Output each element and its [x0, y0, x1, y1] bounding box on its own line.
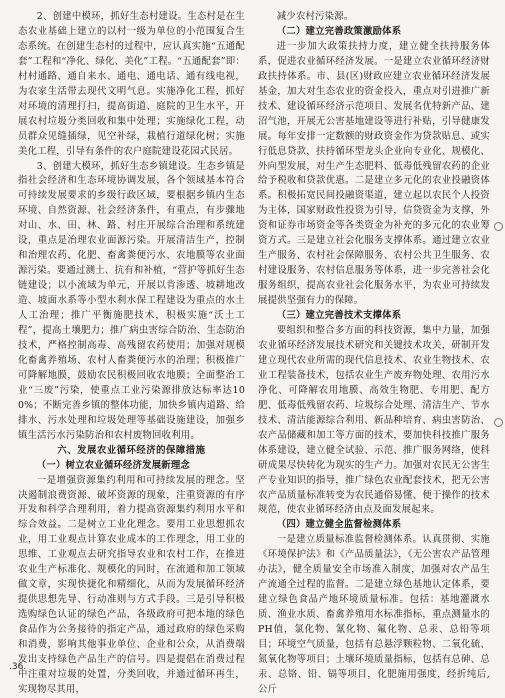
subsection-heading: （三）建立完善技术支撑体系: [276, 310, 402, 322]
section-heading: 六、发展农业循环经济的保障措施: [57, 444, 206, 456]
subsection-heading: （一）树立农业循环经济发展新理念: [36, 459, 190, 471]
paragraph: 进一步加大政策扶持力度，建立健全扶持服务体系，促进农业循环经济发展。一是建立农业循环经济财政扶持体系。市、县(区)财政应建立农业循环经济发展基金，加大对生态农业的资金投入，重点对引进推广新技术、建设循环经济示范项目、发展名优特新产品、建沼气池，开展无公害基地建设等进行补贴，引导健康发展。每年安排一定数额的财政资金作为贷款贴息、或实行低息贷款，扶持循环型龙头企业向专业化、规模化、外向型发展，对生产生态肥料、低毒低残留农药的企业给予税收和贷款优惠。二是建立多元化的农业投融资体系。积极拓宽民间投融资渠道，建立起以农民个人投资为主体，国家财政性投资为引导，信贷资金为支撑，外资和证券市场资金等各类资金为补充的多元化的农业筹资方式。三是建立社会化服务支撑体系。通过建立农业生产服务、农村社会保障服务、农村公共卫生服务、农村建设服务、农村信息服务等体系，进一步完善社会化服务组织，提高农业社会化服务水平，为农业可持续发展提供坚强有力的保障。: [258, 40, 490, 307]
right-column: [258, 10, 490, 698]
paragraph: 一是建立质量标准监督检测体系。认真贯彻、实施《环境保护法》和《产品质量法》，《无公害农产品管理办法》，健全质量安全市场准入制度，加强对农产品生产流通全过程的监督。二是建立绿色基地认定体系，要建立绿色食品产地环境质量标准。包括：基地灌溉水质、渔业水质、畜禽养殖用水标准指标，重点测量水的PH值，氯化物、氰化物、氟化物、总汞、总铅等项目；环境空气质量，包括有总悬浮颗粒物、二氧化硫、氮氧化物等项目；土壤环境质量指标，包括有总砷、总汞、总铬、铅、镉等项目，化肥施用强度，经折纯后,公斤: [258, 534, 490, 695]
page-number: .36.: [9, 662, 27, 672]
paragraph: 一是增强资源集约利用和可持续发展的理念。坚决遏制浪费资源、破坏资源的现象，注重资源的有序开发和科学合理利用，着力提高资源集约利用水平和综合效益。二是树立工业化理念。要用工业思想抓农业，用工业观点计算农业成本的工作理念，用工业的思维、工业观点去研究指导农业和农村工作，在推进农业生产标准化、规模化的同时，在流通和加工领域做文章，实现快捷化和精细化，从而为发展循环经济提供思想先导、行动准则与方式手段。三是引导积极选购绿色认证的绿色产品，各级政府可把本地的绿色食品作为公务接待的指定产品，通过政府的绿色采购和消费，影响其他事业单位、企业和公众，从消费端发出支持绿色产品生产的信号。四是提倡在消费过程中注重对垃圾的处置，分类回收，并通过循环再生，实现物尽其用，: [18, 474, 245, 695]
paragraph: 要组织和整合多方面的科技资源，集中力量，加强农业循环经济发展技术研究和关键技术攻关，研制开发建立现代农业所需的现代信息技术、农业生物技术、农业工程装备技术，包括农业生产废弃物处理、农用污水净化、可降解农用地膜、高效生物肥、专用肥、配方肥、低毒低残留农药、垃圾综合处理、清洁生产、节水技术、清洁能源综合利用、新品种培育、病虫害防治、农产品储藏和加工等方面的技术，要加快科技推广服务体系建设，建立健全试验、示范、推广服务网络，使科研成果尽快转化为现实的生产力。加强对农民无公害生产专业知识的指导，推广绿色农业配套技术，把无公害农产品质量标准转变为农民通俗易懂、便于操作的技术规范，使农业循环经济由点及面发展起来。: [258, 325, 490, 516]
paragraph: 3、创建大模环，抓好生态乡镇建设。生态乡镇是指社会经济和生态环境协调发展，各个领域基本符合可持续发展要求的乡级行政区域，要根据乡镇内生态环境、自然资源、社会经济条件，有重点，有步骤地对山、水、田、林、路、村庄开展综合治理和系统建设，重点是治理农业面源污染。开展清洁生产，控制和治理农药、化肥、畜禽粪便污水、农地膜等农业面源污染。要通过测土、抗有和补植，“营护等抓好生态链建设；以小流域为单元，开展以肯渗透、坡耕地改造、坡面水系等小型水利水保工程建设为重点的水土人工治理；推广平衡施肥技术，积极实施“沃土工程”，提高土壤肥力；推广病虫害综合防治、生态防治技术，严格控制高毒、高残留农药使用；加强对规模化畜禽养殖场、农村人畜粪便污水的治理；积极推广可降解地膜，鼓励农民积极回收农地膜；全面整治工业“三废”污染，使重点工业污染源排放达标率达100%；不断完善乡镇的整体功能，加快乡镇内道路、给排水、污水处理和垃圾处理等基础设施建设，加强乡镇生活污水污染防治和农村废物回收利用。: [18, 160, 245, 441]
subsection-heading: （二）建立完善政策激励体系: [276, 25, 402, 37]
binding-hole-mark: [494, 222, 503, 231]
binding-hole-mark: [494, 418, 503, 427]
subsection-heading: （四）建立健全监督检测体系: [276, 519, 402, 531]
left-column: [18, 10, 245, 698]
paragraph: 2、创建中模环，抓好生态村建设。生态村是在生态农业基础上建立的以村一级为单位的小范围复合生态系统。在创建生态村的过程中，应认真实施“五通配套”工程和“净化、绿化、美化”工程。“五通配套”即：村村通路、通自来水、通电、通电话、通有线电视，为农家生活带去现代文明气息。实施净化工程，抓好对环境的清理打扫，提高街道、庭院的卫生水平，开展农村垃圾分类回收和集中处理；实施绿化工程，动员群众见缝插绿，见空补绿，栽植行道绿化树；实施美化工程，引导有条件的农户庭院建设花园式民居。: [18, 11, 245, 157]
paragraph: 减少农村污染源。: [276, 11, 354, 22]
